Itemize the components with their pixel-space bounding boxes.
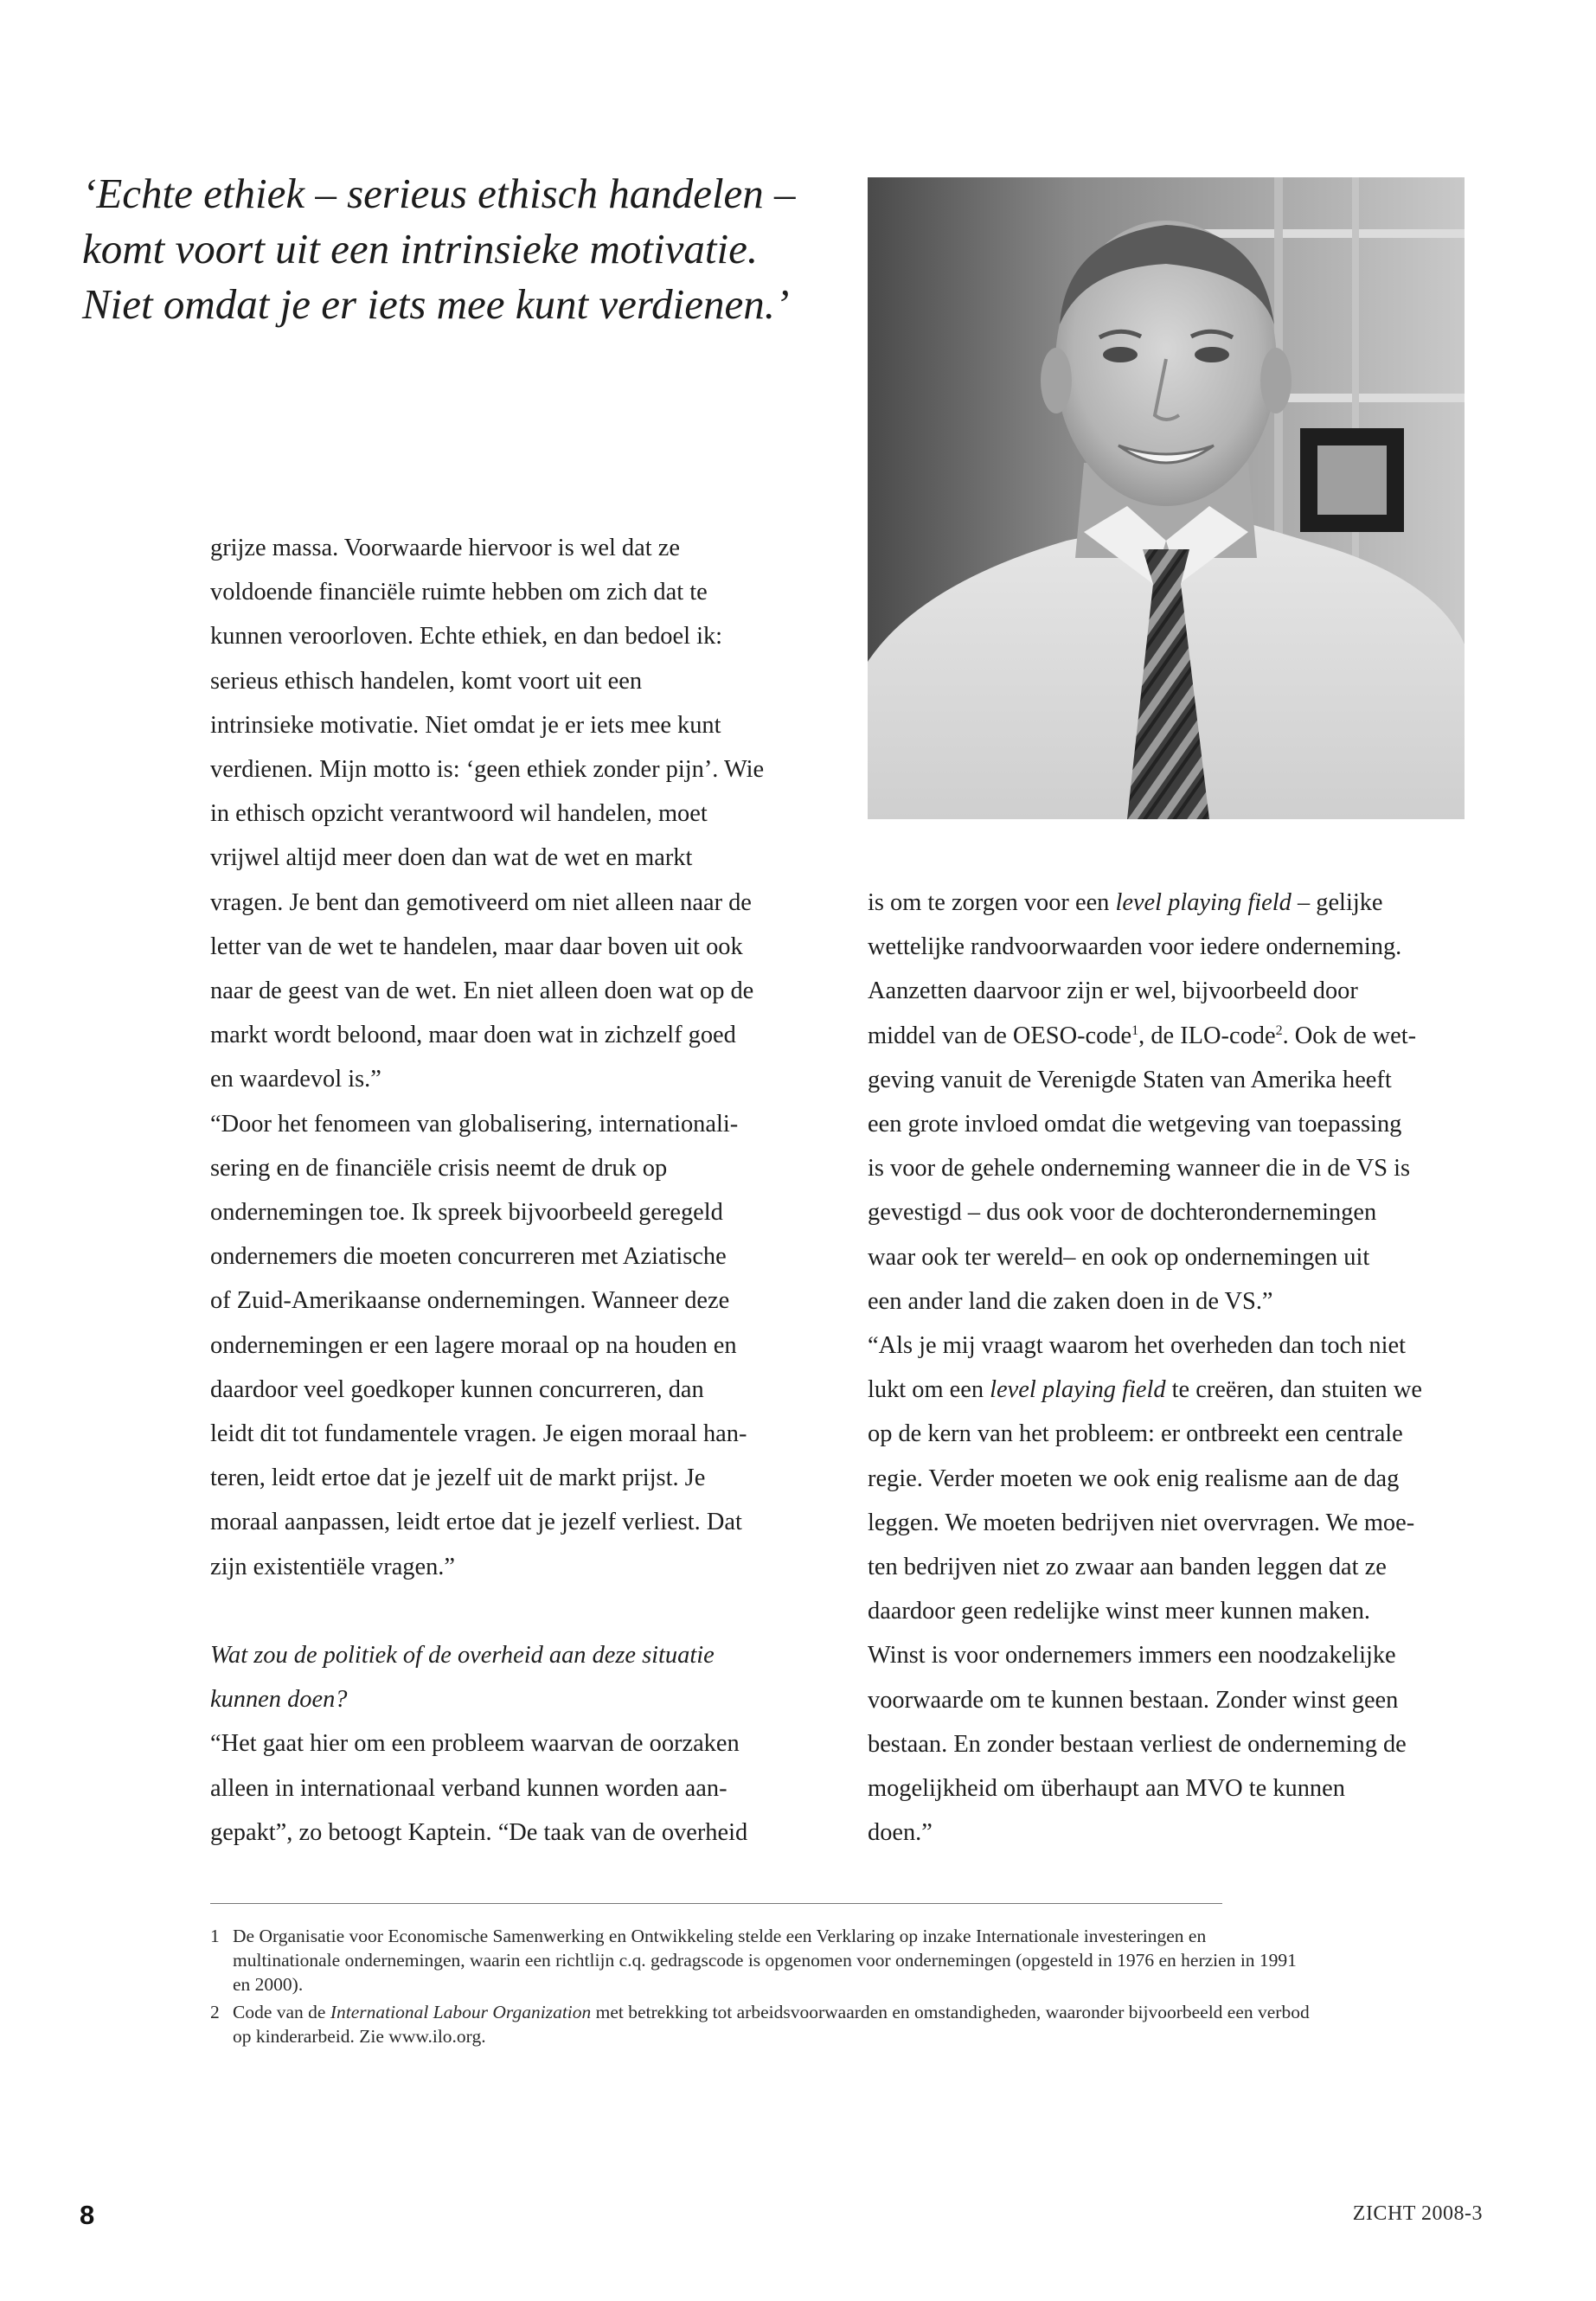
text-run: . Ook de wet- <box>1282 1022 1417 1049</box>
text-line: voorwaarde om te kunnen bestaan. Zonder winst geen <box>868 1686 1399 1714</box>
right-column <box>868 881 1473 1855</box>
text-run: Code van de <box>233 2002 330 2022</box>
interview-question <box>210 1633 807 1721</box>
text-line: is voor de gehele onderneming wanneer die in de VS is <box>868 1155 1411 1183</box>
text-line: ondernemingen er een lagere moraal op na houden en <box>210 1331 737 1359</box>
footnote-1 <box>210 1924 1473 1997</box>
text-run: met betrekking tot arbeidsvoorwaarden en omstandigheden, waaronder bijvoorbeeld een verbod <box>591 2002 1310 2022</box>
footnote-ref[interactable]: 2 <box>1275 1022 1283 1038</box>
text-line: op de kern van het probleem: er ontbreekt een centrale <box>868 1420 1403 1448</box>
footnote-divider <box>210 1903 1222 1904</box>
text-line: zijn existentiële vragen.” <box>210 1553 455 1580</box>
footnotes <box>210 1924 1473 2052</box>
paragraph <box>868 881 1473 1324</box>
paragraph-gap <box>210 1589 807 1633</box>
text-line: daardoor geen redelijke winst meer kunnen maken. <box>868 1598 1370 1625</box>
text-run: lukt om een <box>868 1376 990 1404</box>
left-column <box>210 526 807 1855</box>
text-line: een grote invloed omdat die wetgeving van toepassing <box>868 1111 1402 1138</box>
page-number: 8 <box>80 2200 95 2230</box>
pull-quote <box>82 166 861 332</box>
text-line: serieus ethisch handelen, komt voort uit een <box>210 667 643 695</box>
paragraph <box>210 1102 807 1589</box>
text-line: ten bedrijven niet zo zwaar aan banden leggen dat ze <box>868 1554 1387 1581</box>
text-line: doen.” <box>868 1819 933 1847</box>
text-line: intrinsieke motivatie. Niet omdat je er iets mee kunt <box>210 711 721 739</box>
text-line: regie. Verder moeten we ook enig realisme aan de dag <box>868 1465 1400 1492</box>
pull-quote-line: Niet omdat je er iets mee kunt verdienen.’ <box>82 280 790 328</box>
paragraph <box>868 1324 1473 1855</box>
text-line: in ethisch opzicht verantwoord wil handelen, moet <box>210 800 708 828</box>
text-run: , de ILO-code <box>1138 1022 1276 1049</box>
text-line: kunnen doen? <box>210 1686 348 1714</box>
text-line: geving vanuit de Verenigde Staten van Amerika heeft <box>868 1066 1392 1093</box>
text-run: middel van de OESO-code <box>868 1022 1132 1049</box>
text-line: moraal aanpassen, leidt ertoe dat je jezelf verliest. Dat <box>210 1509 742 1536</box>
text-line: teren, leidt ertoe dat je jezelf uit de markt prijst. Je <box>210 1465 706 1492</box>
text-line: waar ook ter wereld– en ook op ondernemingen uit <box>868 1243 1370 1271</box>
text-run: te creëren, dan stuiten we <box>1165 1376 1422 1404</box>
text-line: grijze massa. Voorwaarde hiervoor is wel dat ze <box>210 535 680 561</box>
text-run: – gelijke <box>1291 889 1383 916</box>
text-line: “Als je mij vraagt waarom het overheden dan toch niet <box>868 1332 1407 1360</box>
text-line: gevestigd – dus ook voor de dochterondernemingen <box>868 1199 1377 1227</box>
footnote-ref[interactable]: 1 <box>1131 1022 1139 1038</box>
text-line: vragen. Je bent dan gemotiveerd om niet alleen naar de <box>210 888 752 916</box>
italic-term: level playing field <box>990 1376 1166 1404</box>
footnote-line: en 2000). <box>233 1974 304 1995</box>
text-line: verdienen. Mijn motto is: ‘geen ethiek zonder pijn’. Wie <box>210 756 765 784</box>
pull-quote-line: ‘Echte ethiek – serieus ethisch handelen – <box>82 170 796 217</box>
text-run: is om te zorgen voor een <box>868 889 1116 916</box>
text-line: of Zuid-Amerikaanse ondernemingen. Wanneer deze <box>210 1287 730 1315</box>
text-line: en waardevol is.” <box>210 1066 381 1093</box>
text-line: leidt dit tot fundamentele vragen. Je eigen moraal han- <box>210 1420 747 1448</box>
footnote-number: 1 <box>210 1926 220 1946</box>
text-line: wettelijke randvoorwaarden voor iedere onderneming. <box>868 933 1402 961</box>
text-line: naar de geest van de wet. En niet alleen doen wat op de <box>210 977 754 1005</box>
text-line: leggen. We moeten bedrijven niet overvragen. We moe- <box>868 1509 1415 1536</box>
text-line: “Het gaat hier om een probleem waarvan de oorzaken <box>210 1730 740 1758</box>
footnote-line <box>233 2000 1473 2024</box>
footnote-number: 2 <box>210 2002 220 2022</box>
footnote-line: multinationale ondernemingen, waarin een richtlijn c.q. gedragscode is opgenomen voor ondernemingen (opgesteld in 1976 en herzien in 1991 <box>233 1950 1297 1971</box>
italic-term: International Labour Organization <box>330 2002 592 2022</box>
text-line: gepakt”, zo betoogt Kaptein. “De taak van de overheid <box>210 1818 748 1846</box>
journal-issue: ZICHT 2008-3 <box>1352 2202 1483 2225</box>
text-line: een ander land die zaken doen in de VS.” <box>868 1287 1273 1315</box>
text-line: “Door het fenomeen van globalisering, internationali- <box>210 1110 739 1138</box>
text-line: bestaan. En zonder bestaan verliest de onderneming de <box>868 1730 1407 1758</box>
paragraph <box>210 1721 807 1855</box>
text-line <box>868 1014 1473 1058</box>
text-line: mogelijkheid om überhaupt aan MVO te kunnen <box>868 1775 1345 1803</box>
text-line: kunnen veroorloven. Echte ethiek, en dan bedoel ik: <box>210 623 723 651</box>
text-line: Wat zou de politiek of de overheid aan deze situatie <box>210 1642 715 1670</box>
pull-quote-line: komt voort uit een intrinsieke motivatie. <box>82 225 759 272</box>
footnote-2 <box>210 2000 1473 2048</box>
footnote-line: De Organisatie voor Economische Samenwerking en Ontwikkeling stelde een Verklaring op inzake Internationale investeringen en <box>233 1926 1207 1946</box>
text-line: ondernemingen toe. Ik spreek bijvoorbeeld geregeld <box>210 1199 723 1227</box>
text-line: ondernemers die moeten concurreren met Aziatische <box>210 1243 727 1271</box>
text-line <box>868 1368 1473 1412</box>
text-line <box>868 881 1473 925</box>
text-line: letter van de wet te handelen, maar daar boven uit ook <box>210 933 743 960</box>
text-line: sering en de financiële crisis neemt de druk op <box>210 1154 668 1182</box>
text-line: alleen in internationaal verband kunnen worden aan- <box>210 1774 727 1802</box>
footnote-line: op kinderarbeid. Zie www.ilo.org. <box>233 2026 486 2047</box>
paragraph <box>210 526 807 1102</box>
italic-term: level playing field <box>1115 889 1292 916</box>
text-line: markt wordt beloond, maar doen wat in zichzelf goed <box>210 1022 736 1049</box>
text-line: Aanzetten daarvoor zijn er wel, bijvoorbeeld door <box>868 977 1358 1005</box>
text-line: Winst is voor ondernemers immers een noodzakelijke <box>868 1642 1396 1670</box>
text-line: vrijwel altijd meer doen dan wat de wet en markt <box>210 844 693 872</box>
portrait-photo <box>868 177 1465 819</box>
text-line: voldoende financiële ruimte hebben om zich dat te <box>210 579 708 606</box>
text-line: daardoor veel goedkoper kunnen concurreren, dan <box>210 1375 704 1403</box>
